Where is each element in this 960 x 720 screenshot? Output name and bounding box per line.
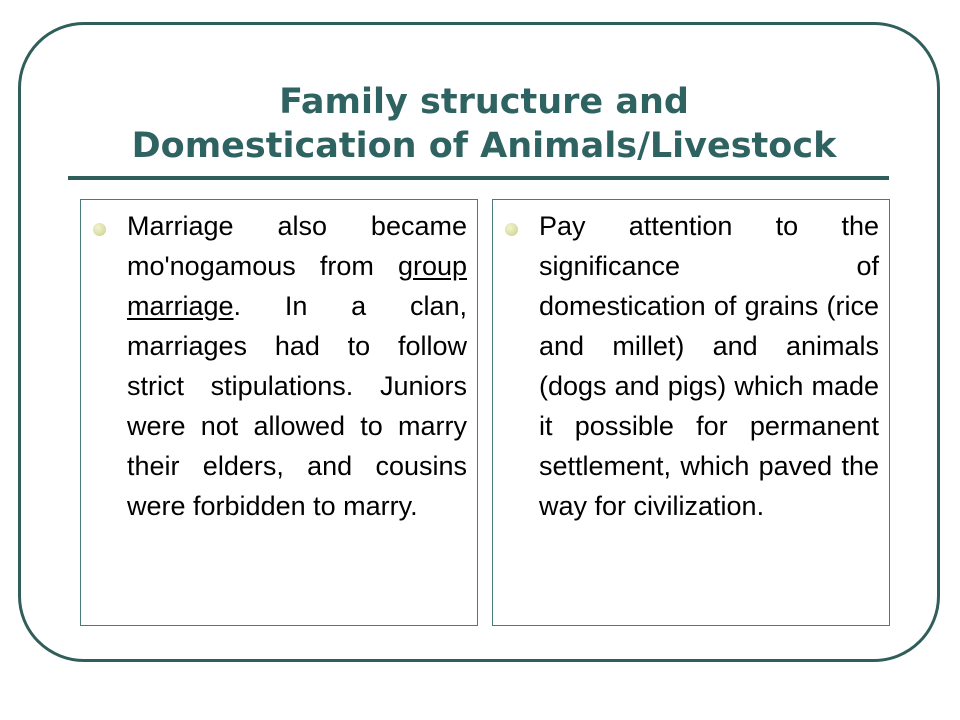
- slide-title: [60, 80, 908, 168]
- title-line-2: Domestication of Animals/Livestock: [131, 126, 837, 166]
- title-line-1: Family structure and: [279, 82, 689, 122]
- bullet-dot-icon: [93, 223, 106, 236]
- right-bullet-text: Pay attention to the significance of domestication of grains (rice and millet) and animals (dogs and pigs) which made it possible for permanent settlement, which paved the way for civilization.: [539, 211, 879, 521]
- left-text-before: Marriage also became mo'nogamous from: [127, 211, 467, 281]
- left-text-box: [80, 199, 478, 626]
- left-bullet-text: [127, 206, 467, 526]
- left-text-after: . In a clan, marriages had to follow strict stipulations. Juniors were not allowed to marry their elders, and cousins were forbidden to marry.: [127, 291, 467, 521]
- group-marriage-link[interactable]: group marriage: [127, 251, 467, 321]
- bullet-dot-icon: [505, 223, 518, 236]
- right-text-box: [492, 199, 890, 626]
- title-divider: [68, 176, 889, 180]
